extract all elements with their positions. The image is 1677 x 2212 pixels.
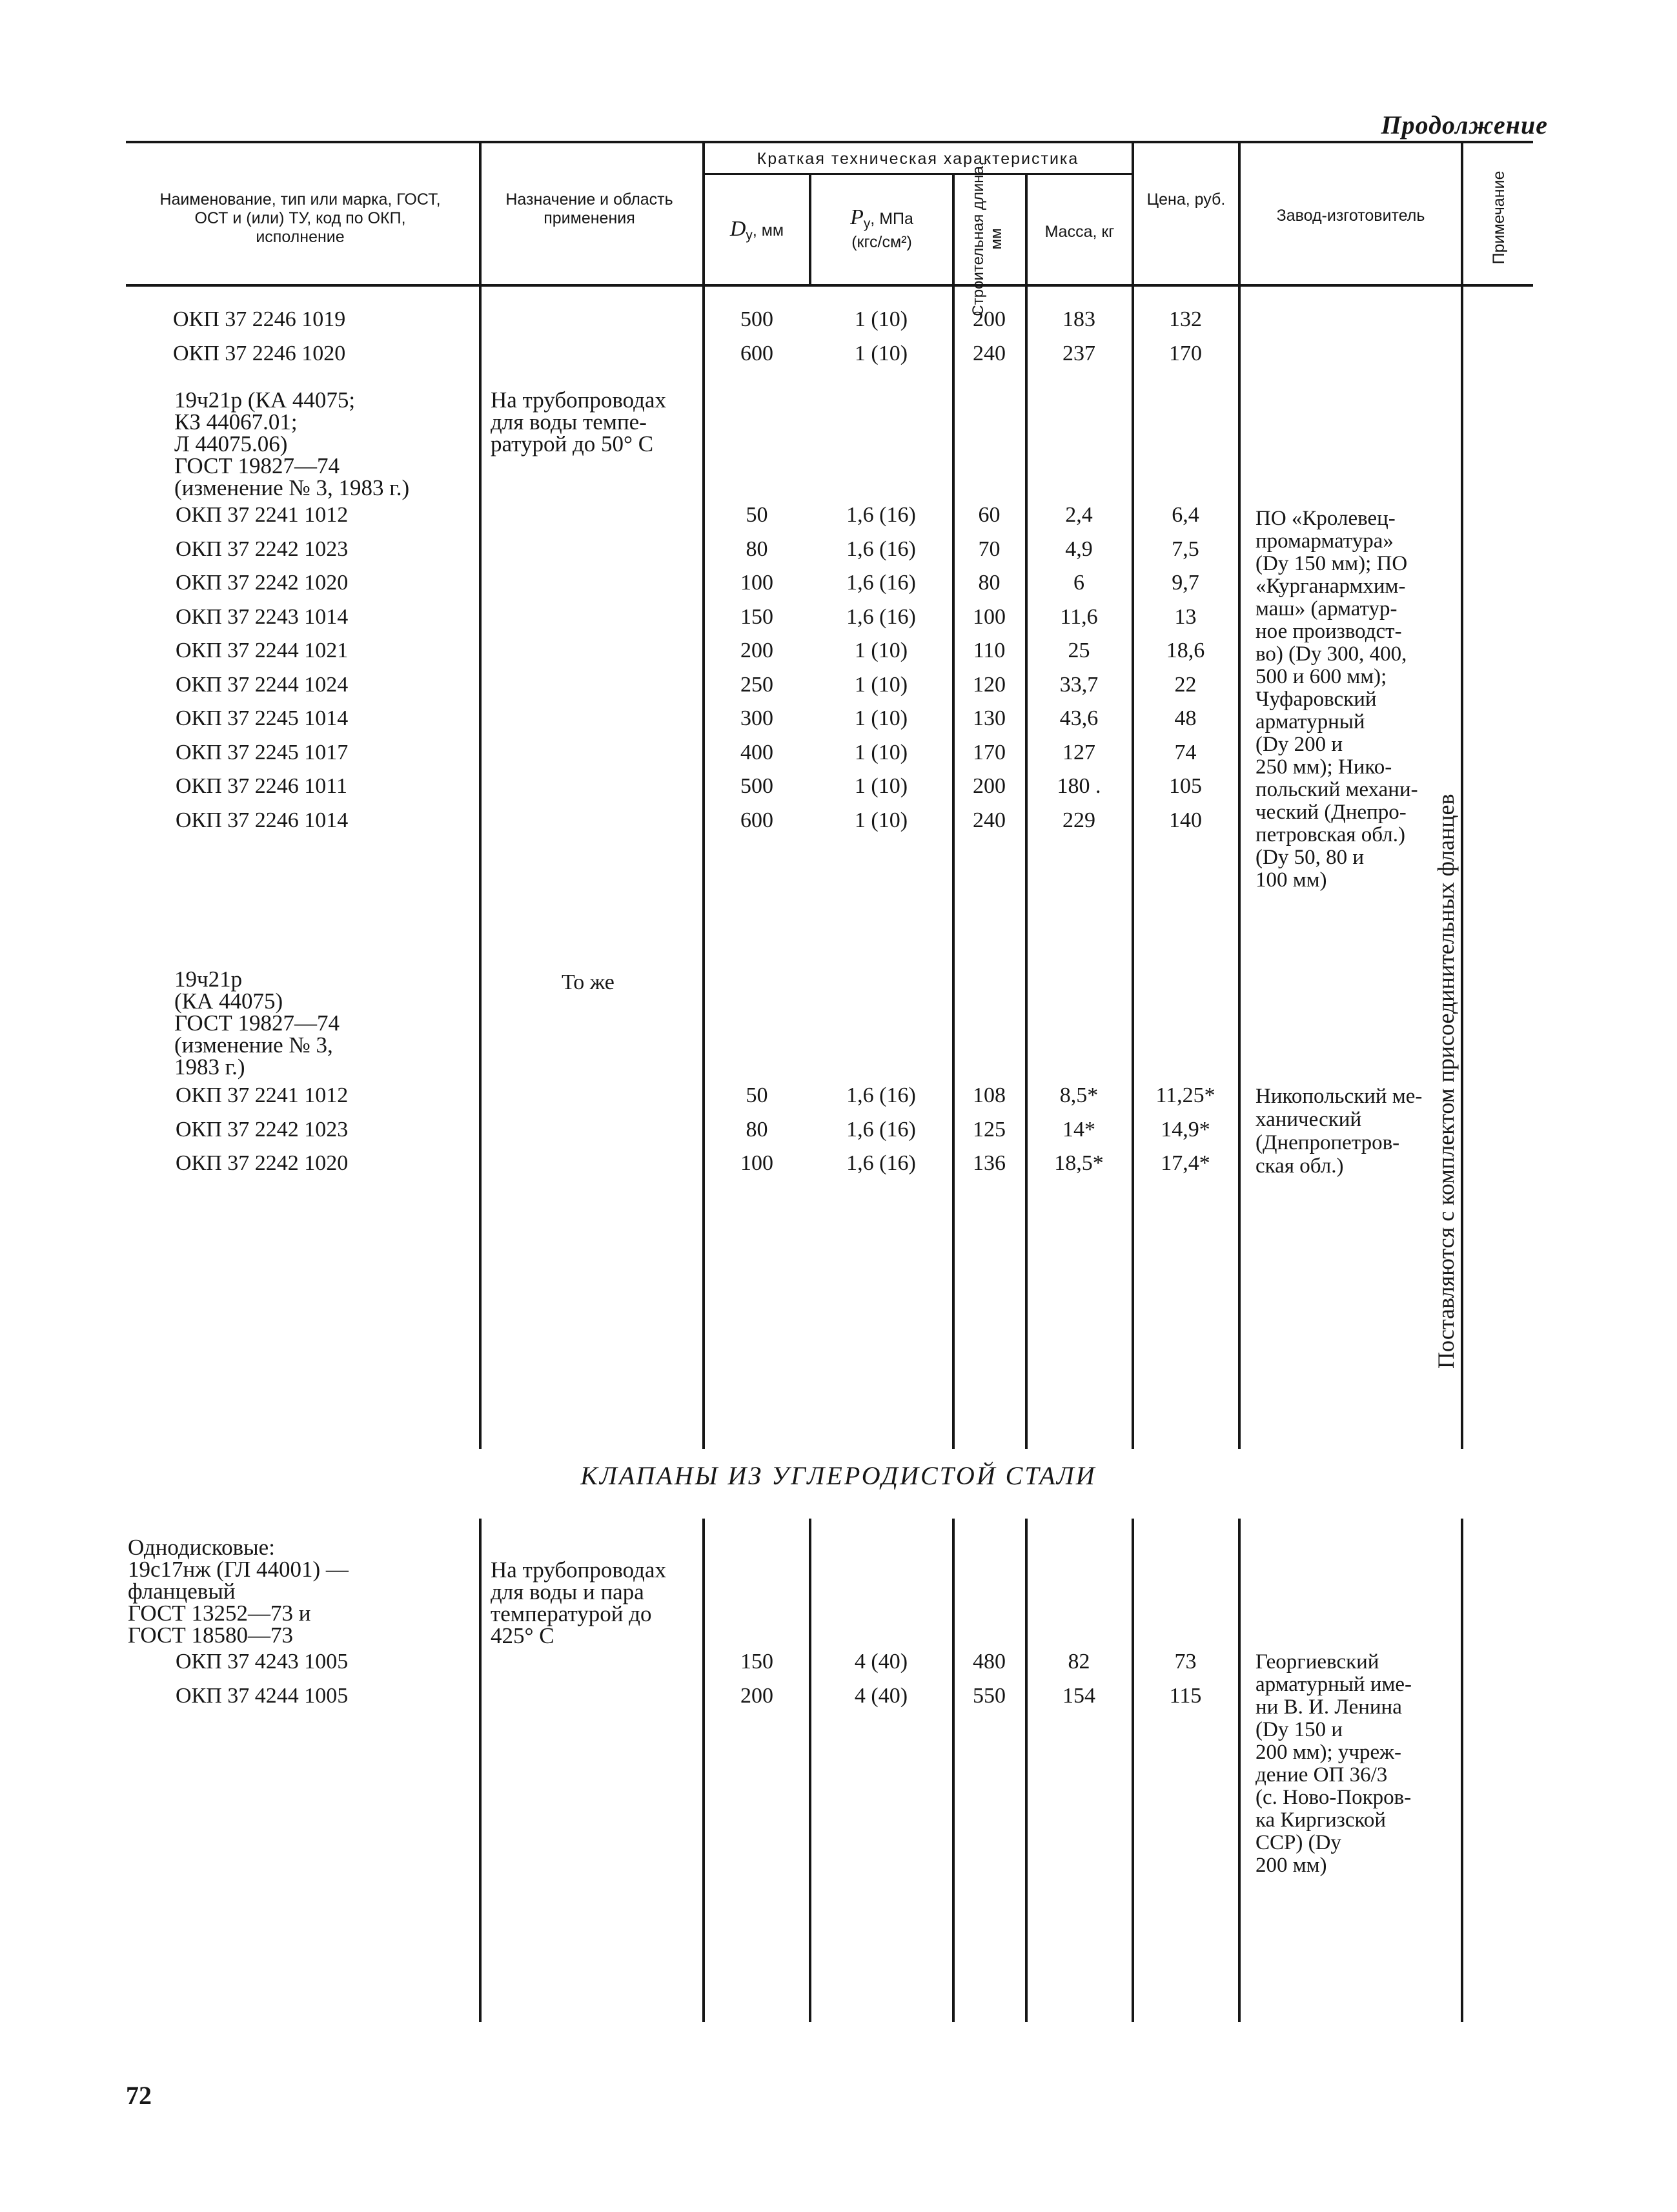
okp-code: ОКП 37 4243 1005 <box>176 1650 349 1674</box>
header-divider <box>1025 174 1028 284</box>
py-value: 1 (10) <box>854 740 908 764</box>
length-value: 136 <box>973 1151 1006 1175</box>
header-length: Строительная длина, мм <box>970 161 1005 316</box>
mass-value: 25 <box>1068 639 1090 662</box>
mass-value: 43,6 <box>1059 706 1099 730</box>
valve-name-block: Однодисковые: 19с17нж (ГЛ 44001) — фланцевый ГОСТ 13252—73 и ГОСТ 18580—73 <box>128 1535 349 1648</box>
manufacturer-text: Никопольский ме- ханический (Днепропетров- ская обл.) <box>1255 1085 1423 1178</box>
length-value: 130 <box>973 706 1006 730</box>
py-value: 1 (10) <box>854 774 908 798</box>
header-divider <box>1238 143 1241 284</box>
mass-value: 18,5* <box>1054 1151 1104 1175</box>
length-value: 200 <box>973 774 1006 798</box>
dy-value: 300 <box>740 706 773 730</box>
mass-value: 8,5* <box>1059 1083 1099 1107</box>
page-number: 72 <box>126 2081 152 2110</box>
length-value: 60 <box>978 503 1001 527</box>
py-value: 1,6 (16) <box>846 1117 916 1142</box>
mass-value: 33,7 <box>1059 672 1099 697</box>
price-value: 105 <box>1169 774 1202 798</box>
dy-value: 50 <box>746 503 768 527</box>
price-value: 73 <box>1174 1650 1197 1674</box>
price-value: 14,9* <box>1161 1117 1210 1142</box>
py-value: 1,6 (16) <box>846 537 916 561</box>
price-value: 13 <box>1174 604 1197 629</box>
price-value: 6,4 <box>1172 503 1199 527</box>
py-value: 1 (10) <box>854 307 908 331</box>
dy-value: 100 <box>740 571 773 595</box>
body-divider <box>952 287 955 1449</box>
price-value: 170 <box>1169 342 1202 365</box>
price-value: 74 <box>1174 740 1197 764</box>
length-value: 125 <box>973 1117 1006 1142</box>
py-value: 1 (10) <box>854 672 908 697</box>
length-value: 550 <box>973 1684 1006 1708</box>
okp-code: ОКП 37 2244 1021 <box>176 639 349 662</box>
py-value: 1,6 (16) <box>846 1151 916 1175</box>
price-value: 132 <box>1169 307 1202 331</box>
dy-value: 600 <box>740 342 773 365</box>
dy-value: 250 <box>740 672 773 697</box>
dy-value: 500 <box>740 774 773 798</box>
header-py: $P_у$, МПа (кгс/см²) <box>850 205 913 251</box>
py-value: 1 (10) <box>854 639 908 662</box>
header-divider <box>952 174 955 284</box>
py-value: 1,6 (16) <box>846 1083 916 1107</box>
okp-code: ОКП 37 2243 1014 <box>176 604 349 629</box>
header-mass: Масса, кг <box>1044 223 1115 241</box>
body-divider <box>702 287 705 1449</box>
okp-code: ОКП 37 4244 1005 <box>176 1684 349 1708</box>
group-title-rule <box>704 173 1132 175</box>
dy-value: 150 <box>740 1650 773 1674</box>
length-value: 200 <box>973 307 1006 331</box>
body-divider <box>1025 287 1028 1449</box>
valve-name-block: 19ч21р (КА 44075) ГОСТ 19827—74 (изменение № 3, 1983 г.) <box>174 967 340 1080</box>
py-value: 4 (40) <box>854 1650 908 1674</box>
mass-value: 154 <box>1062 1684 1095 1708</box>
okp-code: ОКП 37 2246 1019 <box>173 307 346 331</box>
py-value: 1,6 (16) <box>846 604 916 629</box>
price-value: 140 <box>1169 808 1202 832</box>
okp-code: ОКП 37 2242 1020 <box>176 571 349 595</box>
dy-value: 200 <box>740 639 773 662</box>
okp-code: ОКП 37 2242 1023 <box>176 1117 349 1142</box>
body-divider <box>1461 1519 1463 2022</box>
okp-code: ОКП 37 2241 1012 <box>176 503 349 527</box>
length-value: 108 <box>973 1083 1006 1107</box>
body-divider <box>1132 1519 1134 2022</box>
mass-value: 11,6 <box>1060 604 1098 629</box>
dy-value: 200 <box>740 1684 773 1708</box>
header-divider <box>479 143 482 284</box>
price-value: 18,6 <box>1166 639 1205 662</box>
header-purpose: Назначение и область применения <box>505 190 673 227</box>
py-value: 1,6 (16) <box>846 503 916 527</box>
length-value: 480 <box>973 1650 1006 1674</box>
length-value: 120 <box>973 672 1006 697</box>
header-divider <box>1132 143 1134 284</box>
header-top-rule <box>126 141 1533 143</box>
mass-value: 4,9 <box>1065 537 1093 561</box>
py-value: 1,6 (16) <box>846 571 916 595</box>
body-divider <box>1132 287 1134 1449</box>
header-dy: $D_у$, мм <box>729 217 784 243</box>
dy-value: 80 <box>746 1117 768 1142</box>
okp-code: ОКП 37 2245 1017 <box>176 740 349 764</box>
length-value: 110 <box>973 639 1006 662</box>
dy-value: 80 <box>746 537 768 561</box>
manufacturer-text: ПО «Кролевец- промарматура» (Dу 150 мм); ПО «Курганармхим- маш» (арматур- ное производст- во) (Dу 300, 400, 500 и 600 мм); Чуфаровский арматурный (Dу 200 и 250 мм); Нико- польский механи- ческий (Днепро- петровская обл.) (Dу 50, 80 и 100 мм) <box>1255 507 1418 892</box>
length-value: 170 <box>973 740 1006 764</box>
body-divider <box>952 1519 955 2022</box>
dy-value: 150 <box>740 604 773 629</box>
purpose-text: То же <box>562 970 615 994</box>
header-name: Наименование, тип или марка, ГОСТ, ОСТ и (или) ТУ, код по ОКП, исполнение <box>159 190 441 246</box>
mass-value: 2,4 <box>1065 503 1093 527</box>
price-value: 48 <box>1174 706 1197 730</box>
dy-value: 400 <box>740 740 773 764</box>
okp-code: ОКП 37 2246 1014 <box>176 808 349 832</box>
mass-value: 229 <box>1062 808 1095 832</box>
mass-value: 82 <box>1068 1650 1090 1674</box>
price-value: 7,5 <box>1172 537 1199 561</box>
py-value: 1 (10) <box>854 342 908 365</box>
body-divider <box>479 287 482 1449</box>
mass-value: 183 <box>1062 307 1095 331</box>
body-divider <box>1025 1519 1028 2022</box>
purpose-text: На трубопроводах для воды и пара температурой до 425° С <box>491 1557 667 1648</box>
valve-name-block: 19ч21р (КА 44075; КЗ 44067.01; Л 44075.06) ГОСТ 19827—74 (изменение № 3, 1983 г.) <box>174 387 410 500</box>
mass-value: 14* <box>1062 1117 1095 1142</box>
okp-code: ОКП 37 2244 1024 <box>176 672 349 697</box>
body-divider <box>1238 287 1241 1449</box>
price-value: 9,7 <box>1172 571 1199 595</box>
length-value: 240 <box>973 808 1006 832</box>
py-value: 1 (10) <box>854 808 908 832</box>
dy-value: 600 <box>740 808 773 832</box>
length-value: 70 <box>978 537 1001 561</box>
length-value: 80 <box>978 571 1001 595</box>
dy-value: 50 <box>746 1083 768 1107</box>
body-divider <box>479 1519 482 2022</box>
py-value: 1 (10) <box>854 706 908 730</box>
py-value: 4 (40) <box>854 1684 908 1708</box>
okp-code: ОКП 37 2246 1011 <box>176 774 348 798</box>
length-value: 240 <box>973 342 1006 365</box>
dy-value: 100 <box>740 1151 773 1175</box>
price-value: 17,4* <box>1161 1151 1210 1175</box>
okp-code: ОКП 37 2245 1014 <box>176 706 349 730</box>
section-title: КЛАПАНЫ ИЗ УГЛЕРОДИСТОЙ СТАЛИ <box>580 1461 1097 1490</box>
continuation-label: Продолжение <box>1381 110 1548 139</box>
header-note: Примечание <box>1490 170 1508 265</box>
purpose-text: На трубопроводах для воды темпе- ратурой до 50° С <box>491 387 667 456</box>
price-value: 115 <box>1169 1684 1202 1708</box>
body-divider <box>809 1519 811 2022</box>
header-divider <box>809 174 811 284</box>
okp-code: ОКП 37 2242 1023 <box>176 537 349 561</box>
header-maker: Завод-изготовитель <box>1276 207 1425 225</box>
mass-value: 180 . <box>1057 774 1101 798</box>
price-value: 11,25* <box>1155 1083 1215 1107</box>
length-value: 100 <box>973 604 1006 629</box>
okp-code: ОКП 37 2242 1020 <box>176 1151 349 1175</box>
mass-value: 237 <box>1062 342 1095 365</box>
header-group-title: Краткая техническая характеристика <box>757 150 1079 168</box>
dy-value: 500 <box>740 307 773 331</box>
manufacturer-text: Георгиевский арматурный име- ни В. И. Ленина (Dу 150 и 200 мм); учреж- дение ОП 36/3 (с. Ново-Покров- ка Киргизской ССР) (Dу 200 мм) <box>1255 1650 1412 1877</box>
header-divider <box>1461 143 1463 284</box>
header-bottom-rule <box>126 284 1533 287</box>
okp-code: ОКП 37 2241 1012 <box>176 1083 349 1107</box>
header-price: Цена, руб. <box>1146 190 1226 209</box>
note-text: Поставляются с комплектом присоединительных фланцев <box>1433 794 1459 1369</box>
body-divider <box>1238 1519 1241 2022</box>
price-value: 22 <box>1174 672 1197 697</box>
okp-code: ОКП 37 2246 1020 <box>173 342 346 365</box>
body-divider <box>702 1519 705 2022</box>
mass-value: 6 <box>1073 571 1084 595</box>
mass-value: 127 <box>1062 740 1095 764</box>
